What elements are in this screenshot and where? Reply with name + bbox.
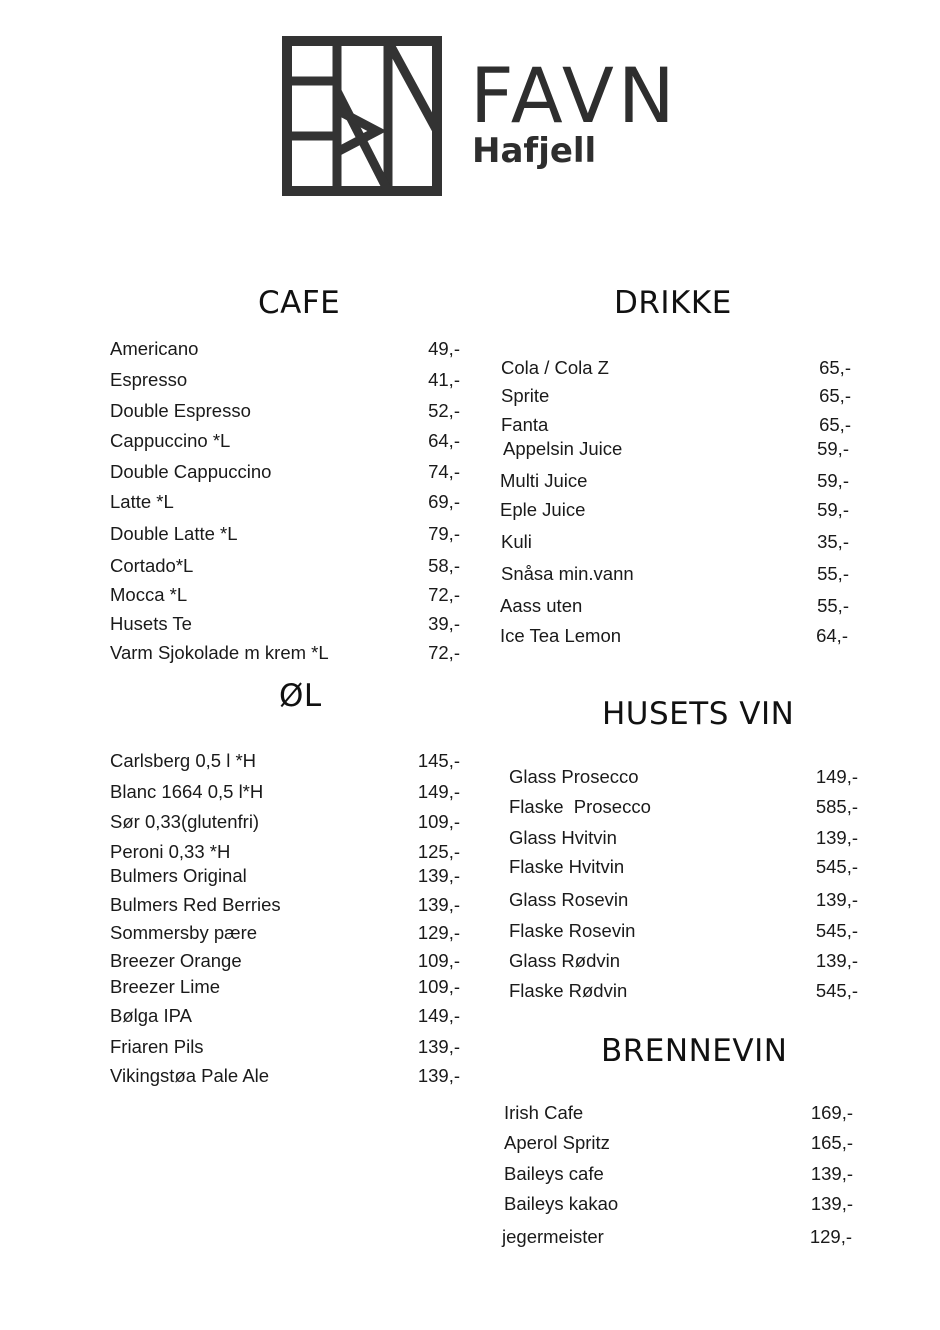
item-name: Friaren Pils — [110, 1036, 204, 1057]
item-price: 59,- — [817, 499, 849, 520]
item-name: Cappuccino *L — [110, 430, 231, 451]
item-price: 149,- — [417, 1005, 460, 1026]
menu-item — [501, 531, 849, 553]
menu-item — [110, 491, 460, 513]
item-price: 64,- — [816, 625, 848, 646]
menu-item — [501, 414, 851, 436]
item-name: Mocca *L — [110, 584, 188, 605]
menu-item — [500, 595, 849, 617]
item-price: 129,- — [809, 1226, 852, 1247]
item-name: Flaske Rødvin — [509, 980, 628, 1001]
menu-item — [501, 563, 849, 585]
item-name: Carlsberg 0,5 l *H — [110, 750, 257, 771]
item-name: Kuli — [501, 531, 532, 552]
item-price: 52,- — [428, 400, 460, 421]
item-price: 139,- — [815, 950, 858, 971]
menu-item — [503, 438, 849, 460]
item-price: 139,- — [815, 889, 858, 910]
menu-item — [501, 385, 851, 407]
item-name: Snåsa min.vann — [501, 563, 634, 584]
item-price: 585,- — [815, 796, 858, 817]
menu-item — [110, 400, 460, 422]
menu-item — [509, 950, 858, 972]
item-price: 55,- — [817, 563, 849, 584]
menu-item — [509, 889, 858, 911]
item-name: Double Cappuccino — [110, 461, 272, 482]
section-title-cafe: CAFE — [258, 285, 341, 321]
item-name: Glass Hvitvin — [509, 827, 617, 848]
menu-item — [504, 1163, 853, 1185]
item-price: 545,- — [815, 920, 858, 941]
section-title-husets-vin: HUSETS VIN — [602, 696, 795, 732]
item-price: 139,- — [417, 865, 460, 886]
item-price: 149,- — [815, 766, 858, 787]
item-name: Baileys kakao — [504, 1193, 619, 1214]
menu-item — [509, 766, 858, 788]
item-price: 545,- — [815, 856, 858, 877]
item-name: Glass Rosevin — [509, 889, 629, 910]
item-name: Ice Tea Lemon — [500, 625, 622, 646]
item-name: Americano — [110, 338, 199, 359]
menu-item — [110, 865, 460, 887]
item-name: Flaske Hvitvin — [509, 856, 625, 877]
item-name: Flaske Rosevin — [509, 920, 636, 941]
item-name: Sommersby pære — [110, 922, 258, 943]
menu-item — [110, 841, 460, 863]
item-name: Fanta — [501, 414, 549, 435]
item-name: Blanc 1664 0,5 l*H — [110, 781, 264, 802]
brand-location: Hafjell — [472, 131, 597, 171]
item-name: Appelsin Juice — [503, 438, 623, 459]
item-name: Glass Prosecco — [509, 766, 639, 787]
item-name: Double Latte *L — [110, 523, 238, 544]
item-price: 49,- — [428, 338, 460, 359]
item-price: 139,- — [815, 827, 858, 848]
menu-item — [110, 369, 460, 391]
section-title-drikke: DRIKKE — [614, 285, 732, 321]
item-price: 139,- — [417, 1036, 460, 1057]
menu-item — [110, 1036, 460, 1058]
menu-item — [110, 1065, 460, 1087]
menu-item — [110, 461, 460, 483]
item-price: 139,- — [810, 1193, 853, 1214]
item-name: Double Espresso — [110, 400, 251, 421]
menu-item — [110, 555, 460, 577]
menu-item — [509, 827, 858, 849]
menu-item — [110, 430, 460, 452]
item-name: Aass uten — [500, 595, 583, 616]
item-price: 65,- — [819, 357, 851, 378]
item-name: Breezer Lime — [110, 976, 221, 997]
item-name: Glass Rødvin — [509, 950, 621, 971]
item-price: 145,- — [417, 750, 460, 771]
menu-item — [509, 796, 858, 818]
item-name: Sør 0,33(glutenfri) — [110, 811, 260, 832]
menu-item — [110, 1005, 460, 1027]
menu-item — [110, 811, 460, 833]
item-name: Bølga IPA — [110, 1005, 192, 1026]
brand-name: FAVN — [470, 51, 679, 140]
menu-item — [110, 750, 460, 772]
menu-item — [110, 976, 460, 998]
item-price: 35,- — [817, 531, 849, 552]
item-price: 149,- — [417, 781, 460, 802]
menu-item — [509, 920, 858, 942]
item-price: 139,- — [417, 894, 460, 915]
item-price: 139,- — [417, 1065, 460, 1086]
item-name: Latte *L — [110, 491, 174, 512]
menu-item — [110, 894, 460, 916]
item-price: 65,- — [819, 385, 851, 406]
item-name: jegermeister — [502, 1226, 604, 1247]
item-name: Husets Te — [110, 613, 192, 634]
brand-logo — [282, 36, 679, 198]
item-price: 139,- — [810, 1163, 853, 1184]
item-name: Espresso — [110, 369, 188, 390]
item-price: 79,- — [428, 523, 460, 544]
menu-item — [110, 642, 460, 664]
item-name: Eple Juice — [500, 499, 586, 520]
item-name: Multi Juice — [500, 470, 588, 491]
item-price: 72,- — [428, 584, 460, 605]
item-price: 545,- — [815, 980, 858, 1001]
item-name: Cola / Cola Z — [501, 357, 609, 378]
item-price: 64,- — [428, 430, 460, 451]
item-price: 55,- — [817, 595, 849, 616]
menu-item — [509, 980, 858, 1002]
menu-item — [110, 781, 460, 803]
item-name: Cortado*L — [110, 555, 194, 576]
menu-item — [110, 613, 460, 635]
item-price: 65,- — [819, 414, 851, 435]
menu-item — [110, 523, 460, 545]
item-price: 58,- — [428, 555, 460, 576]
menu-item — [504, 1102, 853, 1124]
item-name: Bulmers Red Berries — [110, 894, 281, 915]
item-name: Varm Sjokolade m krem *L — [110, 642, 329, 663]
item-price: 125,- — [417, 841, 460, 862]
item-price: 109,- — [417, 950, 460, 971]
menu-item — [110, 584, 460, 606]
item-name: Peroni 0,33 *H — [110, 841, 231, 862]
item-price: 69,- — [428, 491, 460, 512]
menu-item — [110, 950, 460, 972]
item-name: Irish Cafe — [504, 1102, 584, 1123]
item-price: 74,- — [428, 461, 460, 482]
menu-item — [504, 1132, 853, 1154]
menu-item — [110, 922, 460, 944]
item-name: Breezer Orange — [110, 950, 242, 971]
menu-item — [500, 470, 849, 492]
item-price: 129,- — [417, 922, 460, 943]
section-title-ol: ØL — [279, 678, 322, 714]
menu-item — [509, 856, 858, 878]
item-name: Baileys cafe — [504, 1163, 604, 1184]
menu-item — [501, 357, 851, 379]
menu-item — [110, 338, 460, 360]
item-price: 59,- — [817, 470, 849, 491]
item-price: 72,- — [428, 642, 460, 663]
item-name: Flaske Prosecco — [509, 796, 651, 817]
item-price: 59,- — [817, 438, 849, 459]
item-price: 39,- — [428, 613, 460, 634]
menu-item — [504, 1193, 853, 1215]
item-name: Sprite — [501, 385, 550, 406]
section-title-brennevin: BRENNEVIN — [601, 1033, 788, 1069]
item-name: Vikingstøa Pale Ale — [110, 1065, 270, 1086]
item-price: 109,- — [417, 811, 460, 832]
item-price: 41,- — [428, 369, 460, 390]
menu-item — [502, 1226, 852, 1248]
item-name: Bulmers Original — [110, 865, 247, 886]
favn-logo-icon — [282, 36, 444, 198]
item-price: 169,- — [810, 1102, 853, 1123]
item-price: 109,- — [417, 976, 460, 997]
menu-item — [500, 625, 848, 647]
item-name: Aperol Spritz — [504, 1132, 610, 1153]
menu-item — [500, 499, 849, 521]
item-price: 165,- — [810, 1132, 853, 1153]
